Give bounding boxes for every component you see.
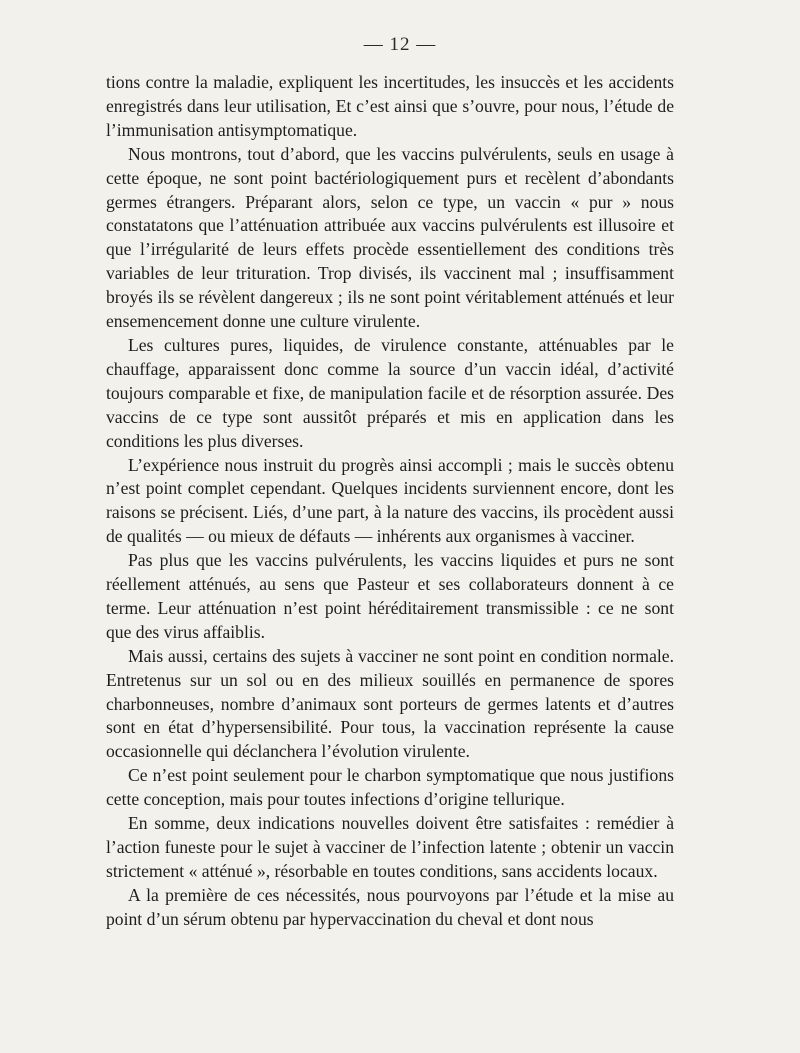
page-body [106,71,674,932]
paragraph-1: tions contre la maladie, expliquent les incertitudes, les insuccès et les accidents enregistrés dans leur utilisation, Et c’est ainsi que s’ouvre, pour nous, l’étude de l’immunisation antisymptomatique. [106,72,674,140]
page-number: — 12 — [363,34,437,55]
paragraph-4: L’expérience nous instruit du progrès ainsi accompli ; mais le succès obtenu n’est point complet cependant. Quelques incidents surviennent encore, dont les raisons se précisent. Liés, d’une part, à la nature des vaccins, ils procèdent aussi de qualités — ou mieux de défauts — inhérents aux organismes à vacciner. [106,454,674,547]
paragraph-8: En somme, deux indications nouvelles doivent être satisfaites : remédier à l’action funeste pour le sujet à vacciner de l’infection latente ; obtenir un vaccin strictement « atténué », résorbable en toutes conditions, sans accidents locaux. [106,813,674,881]
paragraph-5: Pas plus que les vaccins pulvérulents, les vaccins liquides et purs ne sont réellement atténués, au sens que Pasteur et ses collaborateurs donnent à ce terme. Leur atténuation n’est point héréditairement transmissible : ce ne sont que des virus affaiblis. [106,550,674,642]
paragraph-3: Les cultures pures, liquides, de virulence constante, atténuables par le chauffage, apparaissent donc comme la source d’un vaccin idéal, d’activité toujours comparable et fixe, de manipulation facile et de résorption assurée. Des vaccins de ce type sont aussitôt préparés et mis en application dans les conditions les plus diverses. [106,334,674,451]
paragraph-2: Nous montrons, tout d’abord, que les vaccins pulvérulents, seuls en usage à cette époque, ne sont point bactériologiquement purs et recèlent d’abondants germes étrangers. Préparant alors, selon ce type, un vaccin « pur » nous constatatons que l’atténuation attribuée aux vaccins pulvérulents est illusoire et que l’irrégularité de leurs effets procède essentiellement des conditions très variables de leur trituration. Trop divisés, ils vaccinent mal ; insuffisamment broyés ils se révèlent dangereux ; ils ne sont point véritablement atténués et leur ensemencement donne une culture virulente. [106,143,674,332]
paragraph-9: A la première de ces nécessités, nous pourvoyons par l’étude et la mise au point d’un sérum obtenu par hypervaccination du cheval et dont nous [106,884,674,929]
paragraph-7: Ce n’est point seulement pour le charbon symptomatique que nous justifions cette conception, mais pour toutes infections d’origine tellurique. [106,765,674,810]
paragraph-6: Mais aussi, certains des sujets à vacciner ne sont point en condition normale. Entretenus sur un sol ou en des milieux souillés en permanence de spores charbonneuses, nombre d’animaux sont porteurs de germes latents et d’autres sont en état d’hypersensibilité. Pour tous, la vaccination représente la cause occasionnelle qui déclanchera l’évolution virulente. [106,645,674,762]
